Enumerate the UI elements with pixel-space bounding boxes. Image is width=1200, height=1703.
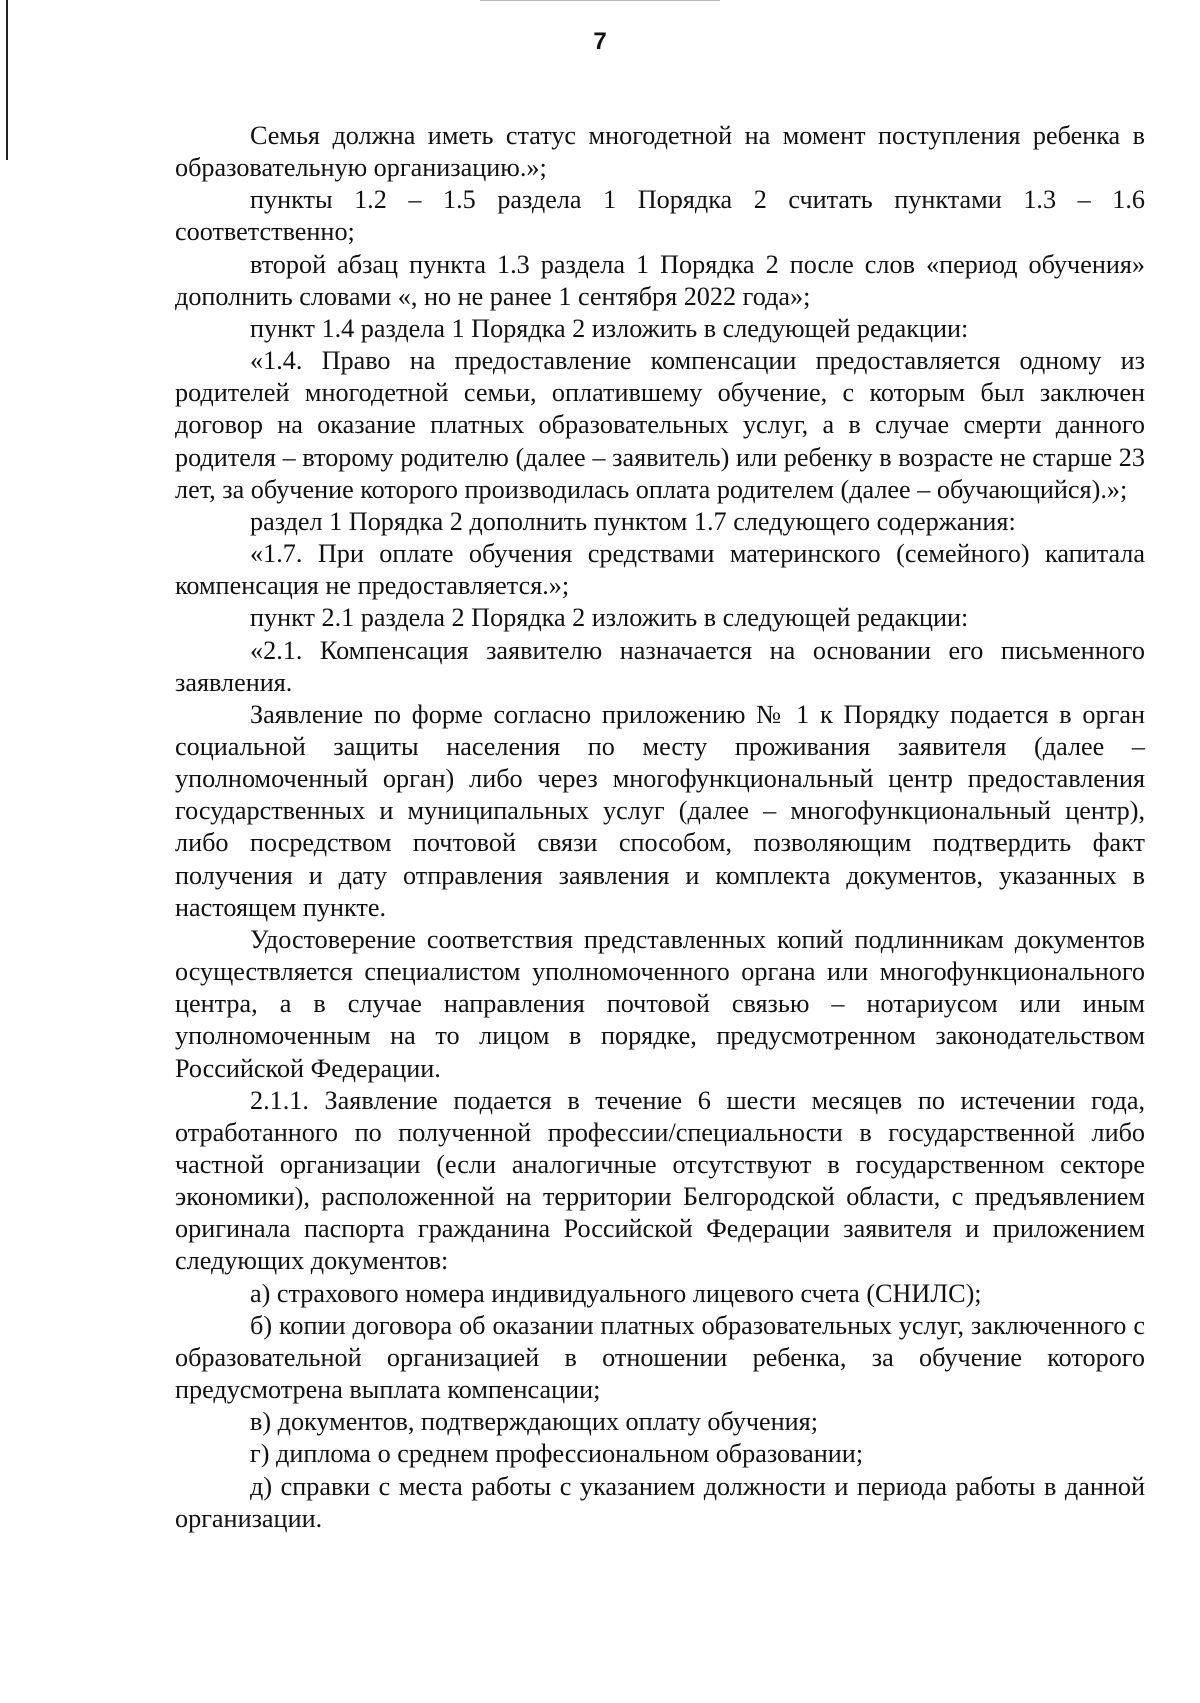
document-body — [175, 120, 1145, 1535]
list-item: г) диплома о среднем профессиональном образовании; — [250, 1439, 864, 1469]
list-item: а) страхового номера индивидуального лицевого счета (СНИЛС); — [250, 1278, 982, 1308]
paragraph: Семья должна иметь статус многодетной на момент поступления ребенка в образовательную организацию.»; — [175, 121, 1145, 183]
list-item: д) справки с места работы с указанием должности и периода работы в данной организации. — [175, 1471, 1145, 1533]
list-item: в) документов, подтверждающих оплату обучения; — [250, 1407, 819, 1437]
paragraph: пункт 1.4 раздела 1 Порядка 2 изложить в следующей редакции: — [250, 313, 969, 343]
scan-edge-line — [6, 0, 8, 160]
page-number: 7 — [593, 28, 607, 55]
paragraph: пункты 1.2 – 1.5 раздела 1 Порядка 2 считать пунктами 1.3 – 1.6 соответственно; — [175, 185, 1145, 247]
paragraph: второй абзац пункта 1.3 раздела 1 Порядка 2 после слов «период обучения» дополнить словами «, но не ранее 1 сентября 2022 года»; — [175, 249, 1145, 311]
paragraph: Заявление по форме согласно приложению № 1 к Порядку подается в орган социальной защиты населения по месту проживания заявителя (далее – уполномоченный орган) либо через многофункциональный центр предоставления государственных и муниципальных услуг (далее – многофункциональный центр), либо посредством почтовой связи способом, позволяющим подтвердить факт получения и дату отправления заявления и комплекта документов, указанных в настоящем пункте. — [175, 699, 1145, 922]
paragraph: «1.4. Право на предоставление компенсации предоставляется одному из родителей многодетной семьи, оплатившему обучение, с которым был заключен договор на оказание платных образовательных услуг, а в случае смерти данного родителя – второму родителю (далее – заявитель) или ребенку в возрасте не старше 23 лет, за обучение которого производилась оплата родителем (далее – обучающийся).»; — [175, 346, 1145, 504]
paragraph: пункт 2.1 раздела 2 Порядка 2 изложить в следующей редакции: — [250, 603, 969, 633]
paragraph: «1.7. При оплате обучения средствами материнского (семейного) капитала компенсация не предоставляется.»; — [175, 539, 1145, 601]
paragraph: Удостоверение соответствия представленных копий подлинникам документов осуществляется специалистом уполномоченного органа или многофункционального центра, а в случае направления почтовой связью – нотариусом или иным уполномоченным на то лицом в порядке, предусмотренном законодательством Российской Федерации. — [175, 924, 1145, 1083]
paragraph: 2.1.1. Заявление подается в течение 6 шести месяцев по истечении года, отработанного по полученной профессии/специальности в государственной либо частной организации (если аналогичные отсутствуют в государственном секторе экономики), расположенной на территории Белгородской области, с предъявлением оригинала паспорта гражданина Российской Федерации заявителя и приложением следующих документов: — [175, 1085, 1145, 1276]
paragraph: «2.1. Компенсация заявителю назначается на основании его письменного заявления. — [175, 635, 1145, 697]
list-item: б) копии договора об оказании платных образовательных услуг, заключенного с образовательной организацией в отношении ребенка, за обучение которого предусмотрена выплата компенсации; — [175, 1310, 1145, 1405]
scan-top-line — [480, 0, 720, 1]
paragraph: раздел 1 Порядка 2 дополнить пунктом 1.7 следующего содержания: — [250, 506, 1016, 536]
